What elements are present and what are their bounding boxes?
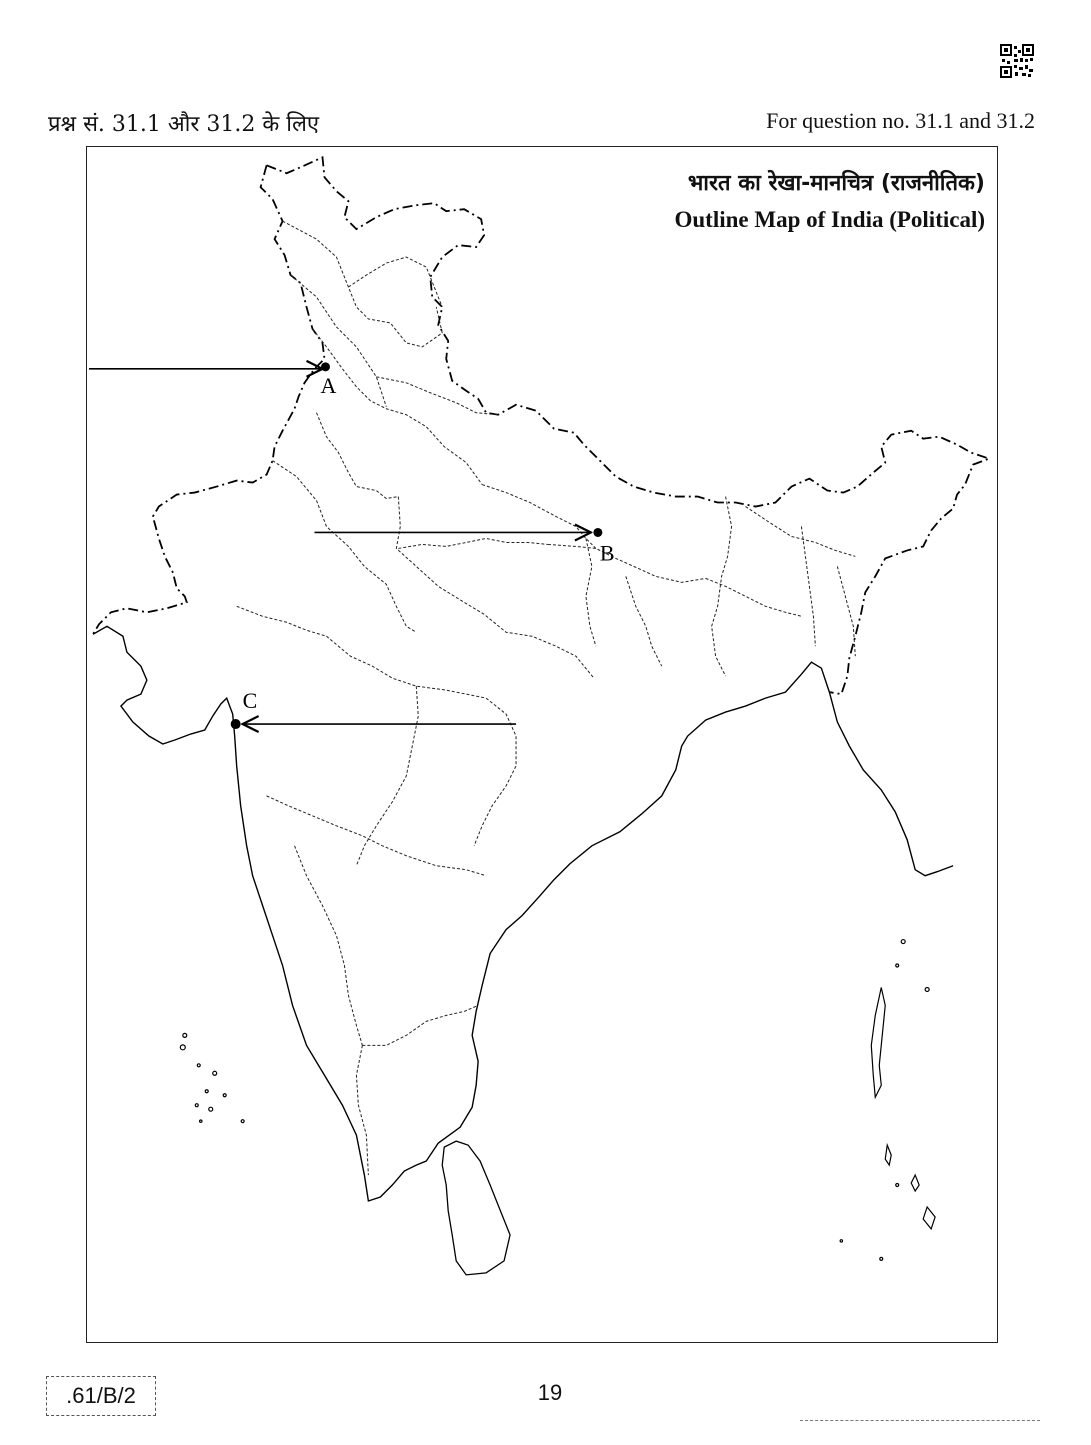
marker-a-label: A bbox=[320, 372, 337, 398]
india-outline-map bbox=[87, 147, 997, 1342]
marker-a-dot bbox=[321, 362, 330, 371]
page-number: 19 bbox=[537, 1380, 563, 1405]
lakshadweep-islands bbox=[180, 1033, 244, 1122]
map-title-english: Outline Map of India (Political) bbox=[674, 207, 985, 232]
footer-divider bbox=[800, 1420, 1040, 1421]
marker-c-label: C bbox=[242, 688, 258, 714]
coastline bbox=[93, 626, 953, 1201]
map-frame bbox=[86, 146, 998, 1343]
marker-b-dot bbox=[593, 528, 602, 537]
international-border-west bbox=[93, 165, 324, 634]
paper-code: .61/B/2 bbox=[46, 1376, 156, 1416]
header-question-hindi: प्रश्न सं. 31.1 और 31.2 के लिए bbox=[48, 112, 320, 137]
map-title-hindi: भारत का रेखा-मानचित्र (राजनीतिक) bbox=[687, 171, 985, 196]
qr-code-icon bbox=[1000, 44, 1034, 78]
marker-c-dot bbox=[231, 719, 241, 729]
international-border bbox=[267, 157, 989, 694]
andaman-nicobar-islands bbox=[840, 940, 935, 1261]
header-question-english: For question no. 31.1 and 31.2 bbox=[766, 108, 1035, 133]
marker-b-label: B bbox=[599, 540, 615, 566]
state-boundaries bbox=[237, 221, 856, 1175]
sri-lanka bbox=[442, 1141, 510, 1275]
